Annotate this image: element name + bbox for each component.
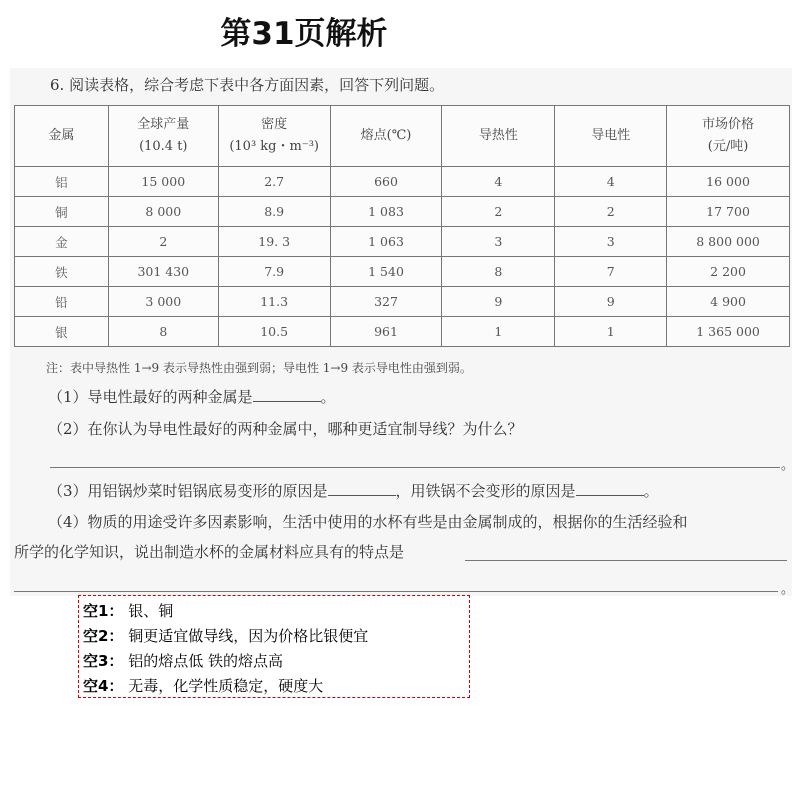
table-cell: 8.9 (218, 197, 330, 227)
answer-text: 无毒，化学性质稳定，硬度大 (128, 677, 324, 695)
header-cell: 密度 (10³ kg・m⁻³) (218, 106, 330, 167)
table-cell: 301 430 (108, 257, 218, 287)
answer-text: 铝的熔点低 铁的熔点高 (128, 652, 283, 670)
answer-blank (328, 483, 396, 496)
answer-box (78, 595, 470, 698)
line-end-period: 。 (781, 458, 795, 473)
table-cell: 4 (555, 167, 667, 197)
table-cell: 金 (15, 227, 109, 257)
answer-label: 空4： (83, 677, 124, 695)
question-1-end: 。 (320, 388, 336, 406)
table-cell: 2 (555, 197, 667, 227)
question-4-line1: （4）物质的用途受许多因素影响，生活中使用的水杯有些是由金属制成的，根据你的生活经验和 (48, 513, 688, 531)
header-cell: 导热性 (442, 106, 555, 167)
table-cell: 2 200 (667, 257, 790, 287)
answer-row (83, 650, 283, 671)
table-cell: 铅 (15, 287, 109, 317)
table-row (15, 287, 790, 317)
table-row (15, 257, 790, 287)
table-cell: 7.9 (218, 257, 330, 287)
table-cell: 15 000 (108, 167, 218, 197)
table-cell: 2.7 (218, 167, 330, 197)
answer-row (83, 600, 173, 621)
table-cell: 1 540 (330, 257, 442, 287)
table-row (15, 227, 790, 257)
answer-text: 银、铜 (128, 602, 174, 620)
table-cell: 1 063 (330, 227, 442, 257)
table-cell: 10.5 (218, 317, 330, 347)
header-cell: 全球产量 (10.4 t) (108, 106, 218, 167)
answer-blank (576, 483, 644, 496)
table-cell: 17 700 (667, 197, 790, 227)
answer-text: 铜更适宜做导线，因为价格比银便宜 (128, 627, 369, 645)
answer-row (83, 675, 323, 696)
header-cell: 导电性 (555, 106, 667, 167)
question-4-line2: 所学的化学知识，说出制造水杯的金属材料应具有的特点是 (14, 543, 405, 561)
question-2: （2）在你认为导电性最好的两种金属中，哪种更适宜制导线？为什么？ (48, 420, 523, 438)
table-row (15, 167, 790, 197)
table-cell: 961 (330, 317, 442, 347)
answer-label: 空1： (83, 602, 124, 620)
question-3-text-a: （3）用铝锅炒菜时铝锅底易变形的原因是 (48, 482, 328, 500)
question-3-end: 。 (643, 482, 659, 500)
table-cell: 8 000 (108, 197, 218, 227)
answer-line (465, 560, 787, 561)
page-title: 第31页解析 (220, 16, 388, 52)
table-cell: 7 (555, 257, 667, 287)
answer-line (50, 467, 780, 468)
header-cell: 熔点(℃) (330, 106, 442, 167)
table-cell: 铝 (15, 167, 109, 197)
question-3 (48, 480, 659, 501)
question-intro: 6. 阅读表格，综合考虑下表中各方面因素，回答下列问题。 (50, 76, 445, 94)
table-cell: 2 (442, 197, 555, 227)
table-cell: 16 000 (667, 167, 790, 197)
table-cell: 1 (442, 317, 555, 347)
table-cell: 4 900 (667, 287, 790, 317)
answer-line (14, 591, 778, 592)
table-cell: 9 (442, 287, 555, 317)
line-end-period: 。 (781, 582, 795, 597)
answer-row (83, 625, 368, 646)
table-cell: 1 365 000 (667, 317, 790, 347)
table-cell: 3 (555, 227, 667, 257)
answer-label: 空3： (83, 652, 124, 670)
question-1 (48, 386, 336, 407)
table-cell: 铜 (15, 197, 109, 227)
table-note: 注：表中导热性 1→9 表示导热性由强到弱；导电性 1→9 表示导电性由强到弱。 (46, 361, 472, 375)
table-cell: 9 (555, 287, 667, 317)
table-cell: 3 (442, 227, 555, 257)
table-row (15, 197, 790, 227)
table-cell: 11.3 (218, 287, 330, 317)
question-3-text-b: ，用铁锅不会变形的原因是 (395, 482, 576, 500)
table-cell: 1 083 (330, 197, 442, 227)
answer-blank (253, 389, 321, 402)
table-cell: 660 (330, 167, 442, 197)
table-cell: 铁 (15, 257, 109, 287)
header-cell: 市场价格 (元/吨) (667, 106, 790, 167)
table-cell: 1 (555, 317, 667, 347)
answer-label: 空2： (83, 627, 124, 645)
table-row (15, 317, 790, 347)
table-cell: 4 (442, 167, 555, 197)
table-cell: 8 (108, 317, 218, 347)
table-cell: 327 (330, 287, 442, 317)
metals-table (14, 105, 790, 347)
table-cell: 3 000 (108, 287, 218, 317)
table-cell: 8 (442, 257, 555, 287)
header-cell: 金属 (15, 106, 109, 167)
table-cell: 19. 3 (218, 227, 330, 257)
table-cell: 2 (108, 227, 218, 257)
question-1-text: （1）导电性最好的两种金属是 (48, 388, 253, 406)
table-header-row (15, 106, 790, 167)
table-cell: 银 (15, 317, 109, 347)
table-cell: 8 800 000 (667, 227, 790, 257)
question-scan (10, 68, 795, 597)
